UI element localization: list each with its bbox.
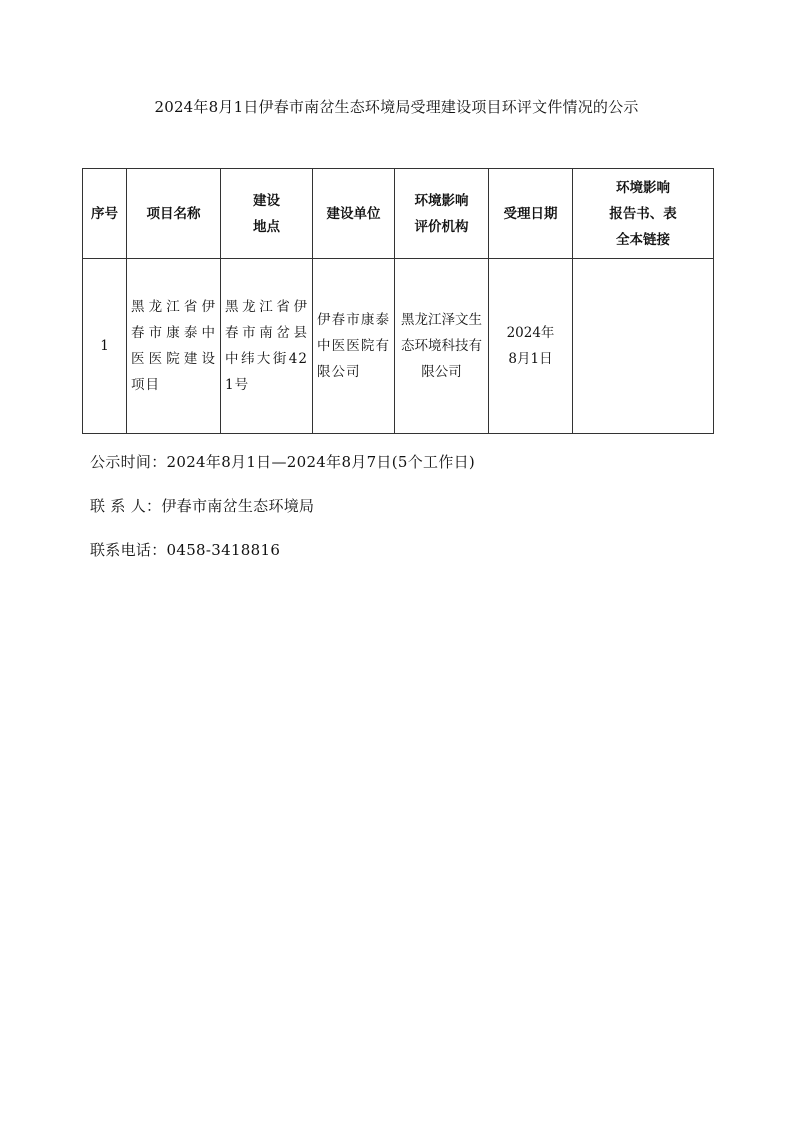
contact-phone-label: 联系电话： — [90, 541, 167, 559]
header-agency — [395, 169, 489, 259]
cell-project-name: 黑龙江省伊春市康泰中医医院建设项目 — [127, 259, 221, 434]
contact-phone-value: 0458-3418816 — [166, 541, 281, 559]
header-site-line1: 建设 — [253, 192, 280, 209]
header-link-line2: 报告书、表 — [609, 205, 677, 222]
header-agency-line2: 评价机构 — [414, 218, 469, 235]
header-site — [221, 169, 313, 259]
contact-phone — [90, 539, 280, 560]
header-link-line1: 环境影响 — [616, 179, 670, 196]
contact-person-label: 联 系 人： — [90, 497, 162, 515]
cell-agency: 黑龙江泽文生态环境科技有限公司 — [395, 259, 489, 434]
header-site-line2: 地点 — [253, 218, 280, 235]
publicity-period-label: 公示时间： — [90, 453, 167, 471]
header-seq: 序号 — [83, 169, 127, 259]
header-project-name: 项目名称 — [127, 169, 221, 259]
header-builder: 建设单位 — [313, 169, 395, 259]
cell-builder: 伊春市康泰中医医院有限公司 — [313, 259, 395, 434]
publicity-period-value: 2024年8月1日—2024年8月7日(5个工作日) — [166, 453, 476, 471]
header-link-line3: 全本链接 — [616, 231, 670, 248]
header-agency-line1: 环境影响 — [414, 192, 469, 209]
cell-date-line1: 2024年 — [506, 325, 555, 341]
notice-table — [82, 168, 714, 434]
cell-date — [489, 259, 573, 434]
contact-person-value: 伊春市南岔生态环境局 — [161, 497, 315, 515]
header-link — [573, 169, 714, 259]
header-date: 受理日期 — [489, 169, 573, 259]
table-row — [83, 259, 714, 434]
contact-person — [90, 495, 314, 516]
cell-site: 黑龙江省伊春市南岔县中纬大街421号 — [221, 259, 313, 434]
page-title: 2024年8月1日伊春市南岔生态环境局受理建设项目环评文件情况的公示 — [154, 98, 639, 116]
cell-date-line2: 8月1日 — [508, 351, 553, 367]
cell-seq: 1 — [83, 259, 127, 434]
cell-report-link[interactable] — [573, 259, 714, 434]
publicity-period — [90, 451, 475, 472]
table-header-row — [83, 169, 714, 259]
